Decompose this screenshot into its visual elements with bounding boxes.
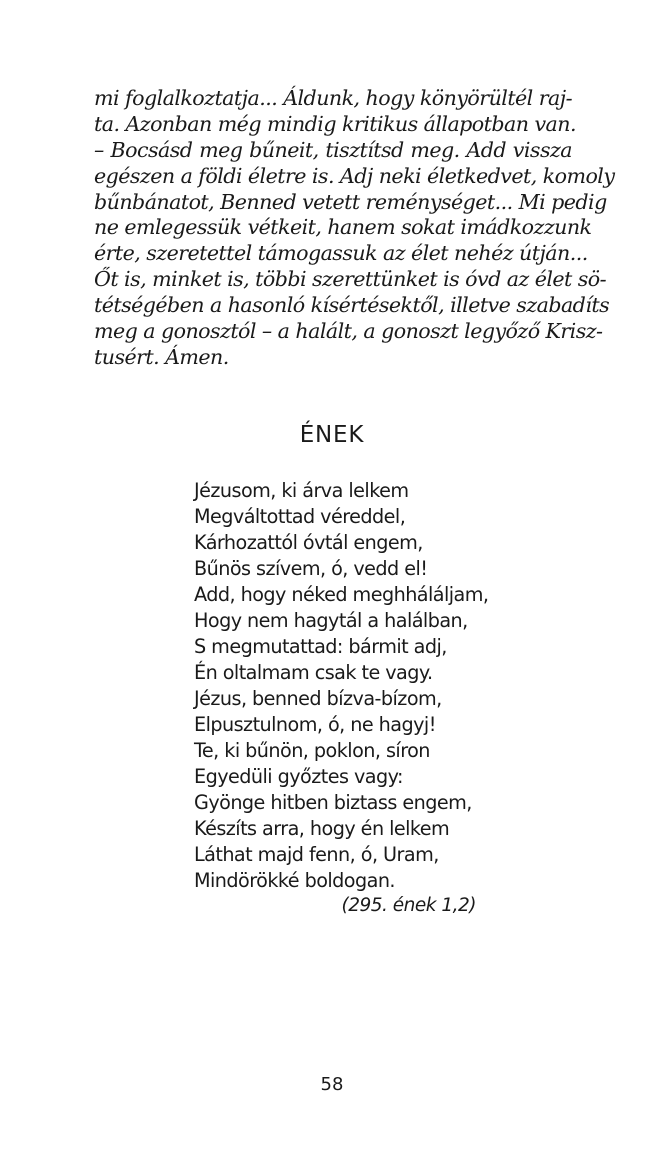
- hymn-line: Hogy nem hagytál a halálban,: [194, 609, 468, 632]
- prayer-line: egészen a földi életre is. Adj neki életkedvet, komoly: [94, 163, 615, 188]
- prayer-line: – Bocsásd meg bűneit, tisztítsd meg. Add vissza: [94, 137, 572, 162]
- prayer-text: [94, 86, 615, 371]
- hymn-line: S megmutattad: bármit adj,: [194, 635, 447, 658]
- prayer-line: meg a gonosztól – a halált, a gonoszt legyőző Krisz-: [94, 319, 603, 344]
- prayer-line: bűnbánatot, Benned vetett reménységet... Mi pedig: [94, 189, 607, 214]
- prayer-line: mi foglalkoztatja... Áldunk, hogy könyörültél raj-: [94, 86, 572, 110]
- hymn-line: Jézusom, ki árva lelkem: [194, 479, 409, 502]
- hymn-line: Egyedüli győztes vagy:: [194, 765, 403, 788]
- hymn-line: Add, hogy néked meghháláljam,: [194, 583, 489, 606]
- hymn-line: Én oltalmam csak te vagy.: [194, 661, 433, 684]
- hymn-line: Gyönge hitben biztass engem,: [194, 791, 472, 814]
- page-number: 58: [320, 1074, 344, 1095]
- hymn-verses: [194, 478, 488, 894]
- prayer-line: érte, szeretettel támogassuk az élet nehéz útján...: [94, 241, 588, 266]
- prayer-line: tétségében a hasonló kísértésektől, illetve szabadíts: [94, 293, 610, 318]
- hymn-line: Megváltottad véreddel,: [194, 505, 406, 528]
- hymn-reference: (295. ének 1,2): [341, 895, 476, 916]
- prayer-line: Őt is, minket is, többi szerettünket is óvd az élet sö-: [94, 267, 607, 292]
- section-heading: ÉNEK: [299, 422, 365, 448]
- hymn-line: Készíts arra, hogy én lelkem: [194, 817, 450, 840]
- hymn-line: Te, ki bűnön, poklon, síron: [194, 739, 430, 762]
- prayer-line: ta. Azonban még mindig kritikus állapotban van.: [94, 111, 576, 136]
- hymn-line: Láthat majd fenn, ó, Uram,: [194, 843, 439, 866]
- hymn-line: Mindörökké boldogan.: [194, 869, 395, 892]
- hymn-line: Elpusztulnom, ó, ne hagyj!: [194, 713, 436, 736]
- prayer-line: tusért. Ámen.: [94, 344, 229, 369]
- prayer-line: ne emlegessük vétkeit, hanem sokat imádkozzunk: [94, 215, 592, 240]
- hymn-line: Bűnös szívem, ó, vedd el!: [194, 557, 428, 580]
- hymn-line: Kárhozattól óvtál engem,: [194, 531, 423, 554]
- hymn-line: Jézus, benned bízva-bízom,: [194, 687, 442, 710]
